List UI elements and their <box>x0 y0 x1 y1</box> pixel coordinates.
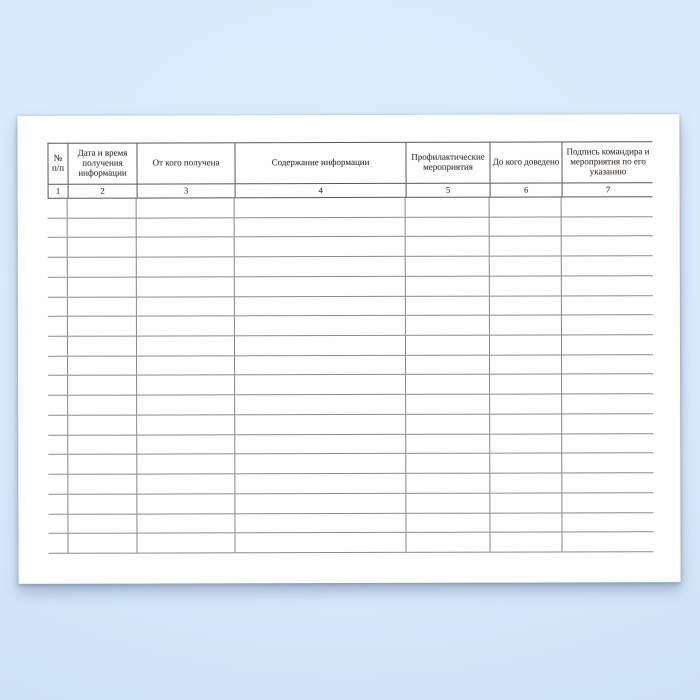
empty-cell <box>562 532 653 551</box>
empty-cell <box>48 376 68 395</box>
empty-cell <box>490 474 562 493</box>
empty-cell <box>48 258 68 277</box>
table-row <box>48 513 653 534</box>
table-row <box>48 197 653 218</box>
empty-cell <box>406 434 490 453</box>
empty-cell <box>68 455 137 474</box>
column-number-row <box>48 183 653 199</box>
empty-cell <box>562 473 653 492</box>
empty-cell <box>235 375 406 394</box>
empty-cell <box>137 514 235 533</box>
empty-cell <box>48 396 68 415</box>
empty-cell <box>137 297 235 316</box>
table-row <box>48 316 653 337</box>
empty-cell <box>235 533 406 552</box>
empty-cell <box>490 434 562 453</box>
empty-cell <box>68 514 137 533</box>
header-cell-content <box>235 143 406 183</box>
table-row <box>48 434 653 455</box>
empty-cell <box>562 237 653 256</box>
empty-cell <box>562 375 653 394</box>
empty-cell <box>48 238 68 257</box>
empty-cell <box>68 534 137 553</box>
empty-cell <box>562 394 653 413</box>
empty-cell <box>235 454 406 473</box>
empty-cell <box>490 217 562 236</box>
empty-cell <box>490 414 562 433</box>
empty-cell <box>406 415 490 434</box>
table-body <box>48 197 654 554</box>
empty-cell <box>235 395 406 414</box>
scanned-form-page <box>17 114 680 584</box>
empty-cell <box>235 336 406 355</box>
empty-cell <box>137 218 235 237</box>
header-label: Содержание информации <box>271 157 370 168</box>
empty-cell <box>406 454 490 473</box>
table-row <box>48 532 653 553</box>
header-label: От кого получена <box>152 157 220 168</box>
table-row <box>48 375 653 396</box>
empty-cell <box>68 218 137 237</box>
header-label: № п/п <box>51 152 65 173</box>
header-cell-datetime <box>68 144 137 184</box>
header-cell-number <box>48 144 68 184</box>
empty-cell <box>137 494 235 513</box>
empty-cell <box>137 336 235 355</box>
empty-cell <box>562 355 653 374</box>
empty-cell <box>235 257 406 276</box>
empty-cell <box>137 395 235 414</box>
empty-cell <box>406 316 490 335</box>
empty-cell <box>406 257 490 276</box>
empty-cell <box>137 415 235 434</box>
table-row <box>48 454 653 475</box>
empty-cell <box>406 375 490 394</box>
header-cell-source <box>137 143 235 183</box>
empty-cell <box>68 317 137 336</box>
table-row <box>48 256 653 277</box>
header-label: Подпись командира и мероприятия по его указанию <box>566 146 650 177</box>
column-number: 5 <box>407 184 491 197</box>
empty-cell <box>406 237 490 256</box>
empty-cell <box>48 495 68 514</box>
header-cell-preventive-measures <box>406 143 490 183</box>
empty-cell <box>562 256 653 275</box>
header-cell-commander-signature <box>562 142 653 182</box>
empty-cell <box>490 276 562 295</box>
empty-cell <box>48 317 68 336</box>
empty-cell <box>562 493 653 512</box>
empty-cell <box>48 475 68 494</box>
column-number: 4 <box>236 184 407 197</box>
empty-cell <box>406 474 490 493</box>
table-row <box>48 217 653 238</box>
empty-cell <box>235 237 406 256</box>
empty-cell <box>490 513 562 532</box>
empty-cell <box>562 296 653 315</box>
empty-cell <box>68 475 137 494</box>
empty-cell <box>235 474 406 493</box>
header-label: Дата и время получения информации <box>77 147 128 178</box>
column-number: 2 <box>69 185 138 198</box>
empty-cell <box>235 296 406 315</box>
empty-cell <box>562 434 653 453</box>
empty-cell <box>68 297 137 316</box>
empty-cell <box>562 197 653 216</box>
empty-cell <box>68 435 137 454</box>
empty-cell <box>406 493 490 512</box>
empty-cell <box>137 534 235 553</box>
empty-cell <box>48 356 68 375</box>
empty-cell <box>68 199 137 218</box>
empty-cell <box>137 198 235 217</box>
empty-cell <box>562 316 653 335</box>
column-number: 7 <box>605 184 611 195</box>
empty-cell <box>137 356 235 375</box>
empty-cell <box>490 335 562 354</box>
empty-cell <box>68 494 137 513</box>
empty-cell <box>137 277 235 296</box>
empty-cell <box>137 455 235 474</box>
table-row <box>48 355 653 376</box>
empty-cell <box>68 396 137 415</box>
empty-cell <box>235 198 406 217</box>
empty-cell <box>48 199 68 218</box>
table-row <box>48 473 653 494</box>
column-number: 3 <box>138 184 236 197</box>
empty-cell <box>562 276 653 295</box>
empty-cell <box>68 258 137 277</box>
empty-cell <box>68 376 137 395</box>
empty-cell <box>406 336 490 355</box>
table-row <box>48 414 653 435</box>
empty-cell <box>48 337 68 356</box>
empty-cell <box>48 534 68 553</box>
empty-cell <box>562 414 653 433</box>
empty-cell <box>48 455 68 474</box>
empty-cell <box>490 257 562 276</box>
column-number: 6 <box>491 183 563 196</box>
table-header-row <box>47 141 652 185</box>
header-cell-reported-to <box>490 142 562 182</box>
empty-cell <box>48 514 68 533</box>
empty-cell <box>406 296 490 315</box>
empty-cell <box>406 217 490 236</box>
empty-cell <box>562 454 653 473</box>
empty-cell <box>406 198 490 217</box>
empty-cell <box>235 494 406 513</box>
empty-cell <box>490 454 562 473</box>
empty-cell <box>48 218 68 237</box>
empty-cell <box>137 238 235 257</box>
empty-cell <box>562 217 653 236</box>
journal-table <box>47 141 653 554</box>
empty-cell <box>68 277 137 296</box>
empty-cell <box>235 434 406 453</box>
empty-cell <box>137 474 235 493</box>
empty-cell <box>490 355 562 374</box>
empty-cell <box>406 513 490 532</box>
table-row <box>48 335 653 356</box>
empty-cell <box>235 316 406 335</box>
empty-cell <box>562 513 653 532</box>
empty-cell <box>48 435 68 454</box>
table-row <box>48 276 653 297</box>
empty-cell <box>490 395 562 414</box>
empty-cell <box>490 316 562 335</box>
table-row <box>48 493 653 514</box>
empty-cell <box>137 435 235 454</box>
empty-cell <box>68 415 137 434</box>
empty-cell <box>235 218 406 237</box>
empty-cell <box>137 376 235 395</box>
table-row <box>48 394 653 415</box>
empty-cell <box>406 533 490 552</box>
empty-cell <box>48 297 68 316</box>
table-row <box>48 237 653 258</box>
empty-cell <box>562 335 653 354</box>
column-number: 1 <box>49 185 69 198</box>
empty-cell <box>137 257 235 276</box>
empty-cell <box>406 277 490 296</box>
empty-cell <box>490 237 562 256</box>
empty-cell <box>68 356 137 375</box>
empty-cell <box>490 533 562 552</box>
empty-cell <box>68 337 137 356</box>
empty-cell <box>490 296 562 315</box>
empty-cell <box>235 277 406 296</box>
table-row <box>48 296 653 317</box>
header-label: Профилактические мероприятия <box>411 151 485 172</box>
empty-cell <box>490 493 562 512</box>
header-label: До кого доведено <box>492 156 560 167</box>
empty-cell <box>235 356 406 375</box>
empty-cell <box>68 238 137 257</box>
empty-cell <box>490 375 562 394</box>
empty-cell <box>235 513 406 532</box>
empty-cell <box>406 395 490 414</box>
empty-cell <box>48 416 68 435</box>
empty-cell <box>48 278 68 297</box>
empty-cell <box>406 355 490 374</box>
empty-cell <box>490 197 562 216</box>
empty-cell <box>137 317 235 336</box>
empty-cell <box>235 415 406 434</box>
